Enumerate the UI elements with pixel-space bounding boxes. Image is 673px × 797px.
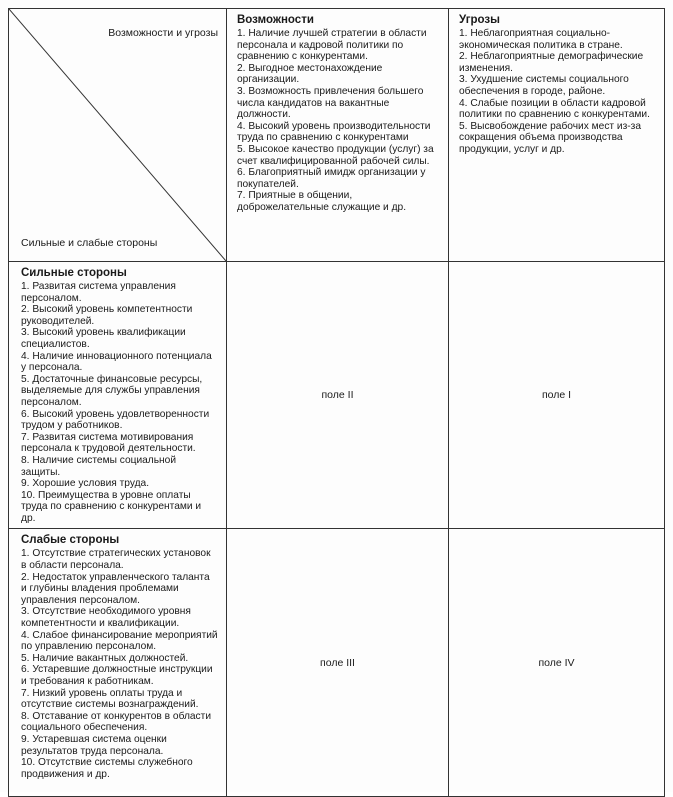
opportunity-item: 4. Высокий уровень производительности труда по сравнению с конкурентами	[237, 120, 431, 144]
strength-item: 9. Хорошие условия труда.	[21, 478, 150, 490]
strength-item: 7. Развитая система мотивирования персонала к трудовой деятельности.	[21, 431, 196, 455]
field-3-label: поле III	[320, 656, 355, 669]
weaknesses-row	[9, 529, 665, 797]
strength-item: 5. Достаточные финансовые ресурсы, выделяемые для службы управления персоналом.	[21, 373, 203, 408]
corner-cell	[9, 9, 227, 262]
field-1-cell	[449, 262, 665, 529]
opportunity-item: 2. Выгодное местонахождение организации.	[237, 62, 383, 86]
corner-bottom-label: Сильные и слабые стороны	[21, 237, 158, 249]
weakness-item: 9. Устаревшая система оценки результатов труда персонала.	[21, 733, 167, 757]
threat-item: 1. Неблагоприятная социально-экономическая политика в стране.	[459, 28, 623, 51]
threats-heading: Угрозы	[459, 14, 500, 26]
strength-item: 10. Преимущества в уровне оплаты труда по сравнению с конкурентами и др.	[21, 489, 202, 524]
field-4-cell	[449, 529, 665, 797]
threat-item: 5. Высвобождение рабочих мест из-за сокращения объема производства продукции, услуг и др.	[459, 120, 642, 155]
field-2-cell	[227, 262, 449, 529]
strength-item: 6. Высокий уровень удовлетворенности трудом у работников.	[21, 408, 210, 432]
threat-item: 2. Неблагоприятные демографические изменения.	[459, 51, 644, 74]
weakness-item: 4. Слабое финансирование мероприятий по управлению персоналом.	[21, 629, 218, 653]
field-2-label: поле II	[321, 389, 354, 402]
opportunity-item: 6. Благоприятный имидж организации у покупателей.	[237, 167, 426, 190]
opportunity-item: 7. Приятные в общении, доброжелательные служащие и др.	[237, 190, 407, 213]
weakness-item: 10. Отсутствие системы служебного продвижения и др.	[21, 757, 193, 780]
header-row	[9, 9, 665, 262]
opportunity-item: 5. Высокое качество продукции (услуг) за счет квалифицированной рабочей силы.	[237, 143, 434, 167]
strengths-heading: Сильные стороны	[21, 267, 127, 279]
field-1-label: поле I	[541, 389, 572, 402]
swot-matrix-table	[8, 8, 665, 797]
weakness-item: 3. Отсутствие необходимого уровня компетентности и квалификации.	[21, 606, 191, 630]
weakness-item: 2. Недостаток управленческого таланта и глубины владения проблемами управления персоналом.	[21, 571, 210, 606]
opportunity-item: 3. Возможность привлечения большего числа кандидатов на вакантные должности.	[237, 85, 424, 121]
threat-item: 4. Слабые позиции в области кадровой политики по сравнению с конкурентами.	[459, 97, 650, 121]
weakness-item: 8. Отставание от конкурентов в области социального обеспечения.	[21, 710, 212, 734]
field-3-cell	[227, 529, 449, 797]
opportunity-item: 1. Наличие лучшей стратегии в области персонала и кадровой политики по сравнению с конкурентами.	[237, 28, 427, 63]
diagonal-divider	[9, 9, 226, 261]
threat-item: 3. Ухудшение системы социального обеспечения в городе, районе.	[459, 74, 629, 97]
strengths-row	[9, 262, 665, 529]
weakness-item: 5. Наличие вакантных должностей.	[21, 652, 189, 664]
opportunities-heading: Возможности	[237, 14, 314, 26]
strength-item: 3. Высокий уровень квалификации специалистов.	[21, 327, 186, 350]
strength-item: 4. Наличие инновационного потенциала у персонала.	[21, 350, 212, 374]
field-4-label: поле IV	[538, 656, 575, 669]
weakness-item: 7. Низкий уровень оплаты труда и отсутствие системы вознаграждений.	[21, 687, 199, 711]
weakness-item: 6. Устаревшие должностные инструкции и требования к работникам.	[21, 664, 213, 687]
weaknesses-cell	[9, 529, 227, 797]
strength-item: 1. Развитая система управления персоналом.	[21, 281, 176, 304]
strength-item: 2. Высокий уровень компетентности руководителей.	[21, 304, 193, 327]
weakness-item: 1. Отсутствие стратегических установок в области персонала.	[21, 548, 211, 572]
corner-top-label: Возможности и угрозы	[108, 27, 218, 39]
opportunities-cell	[227, 9, 449, 262]
strengths-cell	[9, 262, 227, 529]
strength-item: 8. Наличие системы социальной защиты.	[21, 454, 177, 478]
weaknesses-heading: Слабые стороны	[21, 534, 120, 547]
threats-cell	[449, 9, 665, 262]
